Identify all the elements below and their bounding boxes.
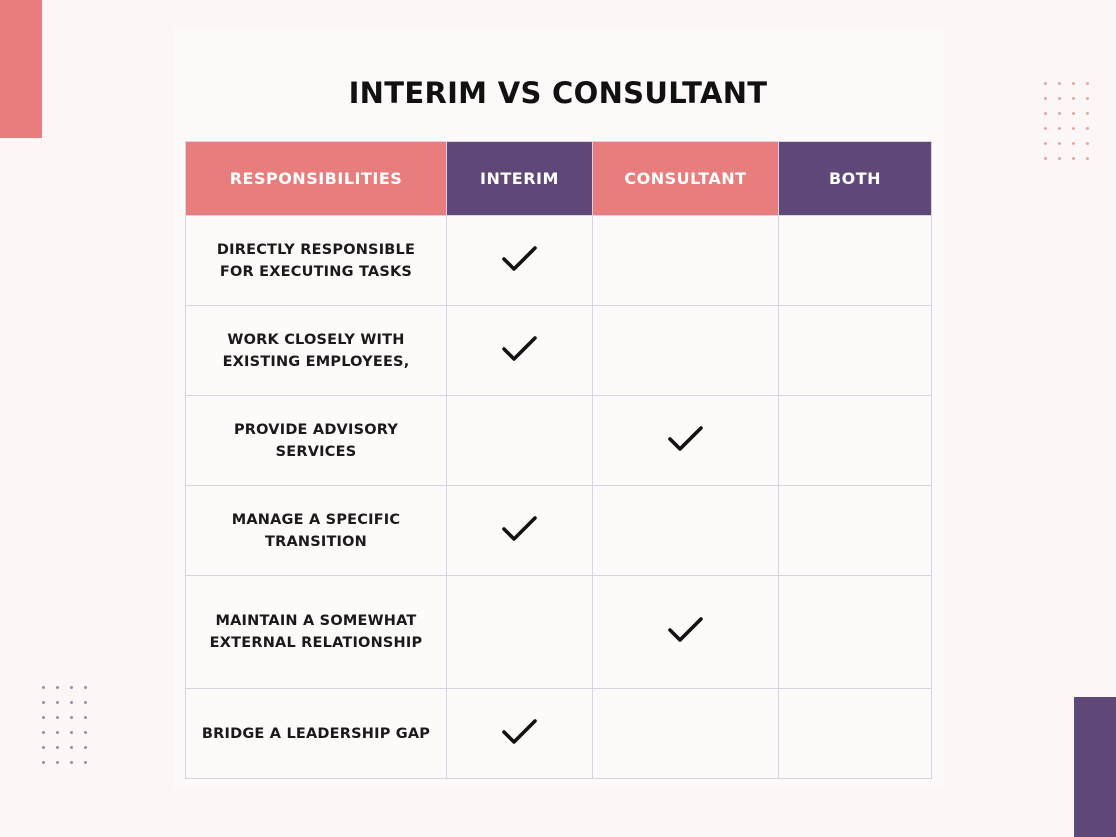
dot — [70, 731, 73, 734]
dot — [1044, 82, 1047, 85]
dot — [1086, 112, 1089, 115]
dot — [84, 731, 87, 734]
dot — [42, 701, 45, 704]
interim-cell — [447, 689, 593, 779]
dot — [84, 701, 87, 704]
dot — [70, 716, 73, 719]
table-row — [186, 576, 932, 689]
dot-pattern-top-right — [1044, 82, 1089, 160]
dot — [56, 731, 59, 734]
dot-pattern-bottom-left — [42, 686, 87, 764]
page-title: INTERIM VS CONSULTANT — [348, 76, 768, 110]
dot — [1086, 142, 1089, 145]
dot — [1058, 112, 1061, 115]
responsibility-cell: DIRECTLY RESPONSIBLE FOR EXECUTING TASKS — [186, 216, 447, 306]
dot — [1086, 97, 1089, 100]
dot — [1072, 82, 1075, 85]
consultant-cell — [593, 216, 779, 306]
table-row — [186, 306, 932, 396]
both-cell — [779, 306, 932, 396]
responsibility-cell: MAINTAIN A SOMEWHAT EXTERNAL RELATIONSHIP — [186, 576, 447, 689]
header-interim: INTERIM — [447, 142, 593, 216]
dot — [56, 761, 59, 764]
header-both: BOTH — [779, 142, 932, 216]
dot — [1058, 97, 1061, 100]
dot — [42, 716, 45, 719]
dot — [70, 701, 73, 704]
responsibility-cell: MANAGE A SPECIFIC TRANSITION — [186, 486, 447, 576]
both-cell — [779, 689, 932, 779]
header-consultant: CONSULTANT — [593, 142, 779, 216]
checkmark-icon — [666, 615, 706, 645]
dot — [70, 761, 73, 764]
dot — [1044, 127, 1047, 130]
dot — [1058, 82, 1061, 85]
dot — [42, 686, 45, 689]
dot — [56, 701, 59, 704]
header-responsibilities: RESPONSIBILITIES — [186, 142, 447, 216]
dot — [1044, 157, 1047, 160]
dot — [1072, 97, 1075, 100]
dot — [1072, 142, 1075, 145]
dot — [1058, 127, 1061, 130]
dot — [1044, 142, 1047, 145]
dot — [1086, 127, 1089, 130]
dot — [42, 761, 45, 764]
dot — [1086, 157, 1089, 160]
both-cell — [779, 576, 932, 689]
dot — [84, 761, 87, 764]
dot — [1072, 157, 1075, 160]
dot — [1072, 112, 1075, 115]
dot — [1044, 97, 1047, 100]
both-cell — [779, 486, 932, 576]
dot — [1072, 127, 1075, 130]
both-cell — [779, 396, 932, 486]
interim-cell — [447, 306, 593, 396]
dot — [84, 686, 87, 689]
table-row — [186, 689, 932, 779]
decorative-bar-right — [1074, 697, 1116, 837]
dot — [1044, 112, 1047, 115]
interim-cell — [447, 396, 593, 486]
dot — [70, 746, 73, 749]
consultant-cell — [593, 306, 779, 396]
table-row — [186, 486, 932, 576]
decorative-bar-left — [0, 0, 42, 138]
checkmark-icon — [500, 244, 540, 274]
checkmark-icon — [500, 514, 540, 544]
table-row — [186, 396, 932, 486]
consultant-cell — [593, 576, 779, 689]
dot — [56, 716, 59, 719]
dot — [42, 731, 45, 734]
dot — [1086, 82, 1089, 85]
comparison-table — [185, 141, 932, 779]
table-header-row — [186, 142, 932, 216]
dot — [56, 686, 59, 689]
dot — [84, 746, 87, 749]
both-cell — [779, 216, 932, 306]
dot — [70, 686, 73, 689]
responsibility-cell: PROVIDE ADVISORY SERVICES — [186, 396, 447, 486]
dot — [1058, 142, 1061, 145]
checkmark-icon — [500, 334, 540, 364]
consultant-cell — [593, 396, 779, 486]
checkmark-icon — [666, 424, 706, 454]
table-row — [186, 216, 932, 306]
dot — [1058, 157, 1061, 160]
responsibility-cell: WORK CLOSELY WITH EXISTING EMPLOYEES, — [186, 306, 447, 396]
checkmark-icon — [500, 717, 540, 747]
interim-cell — [447, 486, 593, 576]
dot — [84, 716, 87, 719]
responsibility-cell: BRIDGE A LEADERSHIP GAP — [186, 689, 447, 779]
interim-cell — [447, 216, 593, 306]
dot — [56, 746, 59, 749]
table-body — [186, 216, 932, 779]
interim-cell — [447, 576, 593, 689]
consultant-cell — [593, 486, 779, 576]
consultant-cell — [593, 689, 779, 779]
dot — [42, 746, 45, 749]
